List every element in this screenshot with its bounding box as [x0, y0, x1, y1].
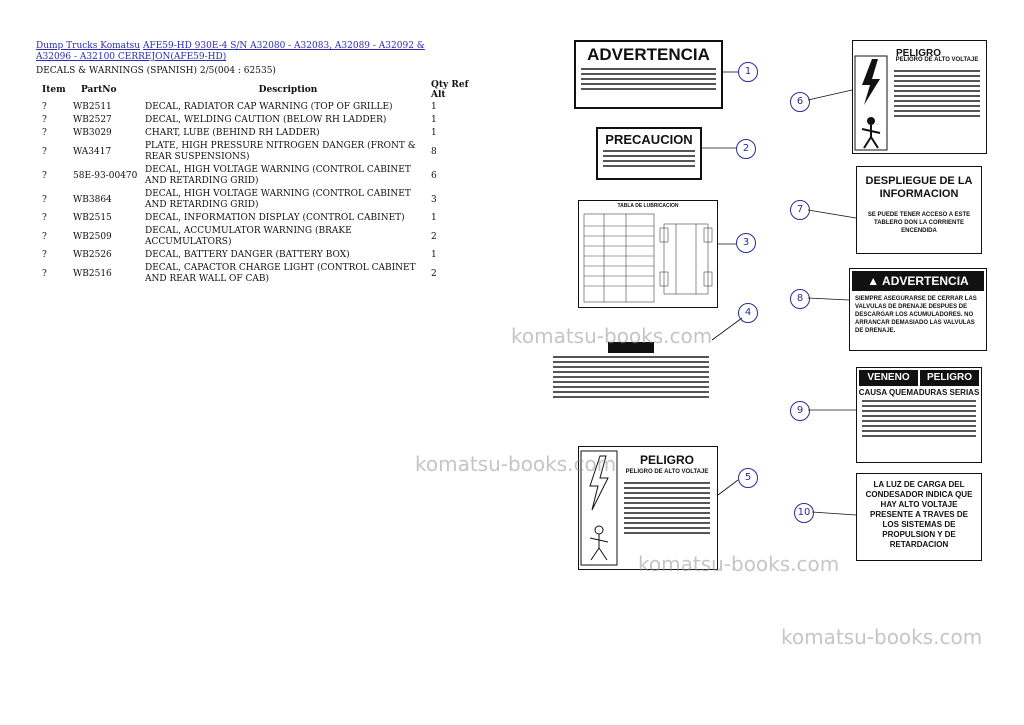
decal-title-veneno: VENENO: [859, 370, 918, 386]
watermark-text: komatsu-books.com: [638, 552, 840, 576]
page-subtitle: DECALS & WARNINGS (SPANISH) 2/5(004 : 62535): [36, 66, 276, 76]
callout-7: 7: [790, 200, 810, 220]
cell-item: ?: [42, 268, 47, 279]
decal-text: SIEMPRE ASEGURARSE DE CERRAR LAS VALVULAS DE DRENAJE DESPUES DE DESCARGAR LOS ACUMULADORES. NO ARRANCAR DEMASIADO LAS VALVULAS DE DRENAJE.: [855, 296, 977, 334]
cell-partno: WB2511: [73, 102, 112, 112]
callout-4: 4: [738, 303, 758, 323]
cell-partno: WB2516: [73, 268, 112, 279]
table-row: [36, 114, 485, 127]
callout-1: 1: [738, 62, 758, 82]
cell-partno: WB3864: [73, 194, 112, 205]
cell-partno: WB2526: [73, 250, 112, 260]
decal-information-display: [856, 166, 982, 254]
cell-qty: 3: [431, 194, 437, 205]
cell-description: DECAL, WELDING CAUTION (BELOW RH LADDER): [145, 115, 387, 125]
cell-qty: 1: [431, 115, 437, 125]
callout-9: 9: [790, 401, 810, 421]
callout-5: 5: [738, 468, 758, 488]
callout-10: 10: [794, 503, 814, 523]
decal-title: DESPLIEGUE DE LA INFORMACION: [865, 175, 973, 200]
col-header-qty: Qty Ref Alt: [431, 80, 469, 100]
cell-item: ?: [42, 213, 47, 223]
cell-qty: 2: [431, 268, 437, 279]
cell-qty: 2: [431, 231, 437, 242]
cell-qty: 6: [431, 170, 437, 181]
decal-text: LA LUZ DE CARGA DEL CONDESADOR INDICA QUE HAY ALTO VOLTAJE PRESENTE A TRAVES DE LOS SISTEMAS DE PROPULSION Y DE RETARDACION: [865, 480, 973, 549]
decal-title: PRECAUCION: [605, 132, 693, 147]
table-row: [36, 101, 485, 114]
cell-qty: 1: [431, 213, 437, 223]
decal-header: [619, 451, 715, 469]
cell-item: ?: [42, 231, 47, 242]
callout-6: 6: [790, 92, 810, 112]
decal-text-lines: [889, 67, 985, 120]
cell-partno: WA3417: [73, 146, 112, 157]
cell-qty: 8: [431, 146, 437, 157]
table-row: [36, 249, 485, 262]
cell-description: CHART, LUBE (BEHIND RH LADDER): [145, 128, 320, 138]
callout-3: 3: [736, 233, 756, 253]
decal-advertencia-accumulator: [849, 268, 987, 351]
cell-description: DECAL, ACCUMULATOR WARNING (BRAKE ACCUMULATORS): [145, 226, 352, 247]
decal-precaucion-welding: [596, 127, 702, 180]
table-row: [36, 225, 485, 249]
cell-description: DECAL, CAPACTOR CHARGE LIGHT (CONTROL CABINET AND REAR WALL OF CAB): [145, 263, 416, 284]
col-header-description: Description: [258, 85, 318, 95]
decal-title-peligro: PELIGRO: [920, 370, 979, 386]
cell-item: ?: [42, 102, 47, 112]
breadcrumb-link-model[interactable]: AFE59-HD 930E-4 S/N A32080 - A32083, A32089 - A32092 & A32096 - A32100 CERREJON(AFE59-HD): [36, 41, 425, 62]
table-header-row: [36, 79, 485, 101]
cell-partno: WB2509: [73, 231, 112, 242]
table-row: [36, 164, 485, 188]
decal-text-lines: [857, 400, 981, 437]
col-header-item: Item: [42, 85, 66, 95]
decal-lube-chart: [578, 200, 718, 308]
cell-description: DECAL, RADIATOR CAP WARNING (TOP OF GRILLE): [145, 102, 393, 112]
lube-chart-graphic: [580, 210, 716, 306]
decal-text-lines: [548, 356, 714, 398]
decal-title: ADVERTENCIA: [882, 274, 969, 288]
decal-title: PELIGRO: [895, 48, 941, 59]
cell-description: PLATE, HIGH PRESSURE NITROGEN DANGER (FRONT & REAR SUSPENSIONS): [145, 141, 416, 162]
cell-description: DECAL, BATTERY DANGER (BATTERY BOX): [145, 250, 350, 260]
breadcrumb: [36, 41, 456, 63]
lightning-hazard-icon: [854, 55, 888, 151]
cell-description: DECAL, HIGH VOLTAGE WARNING (CONTROL CABINET AND RETARDING GRID): [145, 189, 411, 210]
col-header-partno: PartNo: [81, 85, 117, 95]
decal-text: SE PUEDE TENER ACCESO A ESTE TABLERO DON LA CORRIENTE ENCENDIDA: [867, 212, 971, 234]
breadcrumb-link-category[interactable]: Dump Trucks Komatsu: [36, 41, 141, 51]
callout-8: 8: [790, 289, 810, 309]
cell-partno: WB2515: [73, 213, 112, 223]
decal-header: [859, 370, 979, 386]
decal-battery-danger: [856, 367, 982, 463]
decal-peligro-high-voltage-right: [852, 40, 987, 154]
watermark-text: komatsu-books.com: [781, 625, 983, 649]
cell-item: ?: [42, 250, 47, 260]
decal-title: PELIGRO: [639, 453, 694, 467]
cell-qty: 1: [431, 102, 437, 112]
table-row: [36, 212, 485, 225]
decal-nitrogen-danger: [548, 340, 714, 424]
watermark-text: komatsu-books.com: [415, 452, 617, 476]
cell-partno: 58E-93-00470: [73, 170, 138, 181]
table-row: [36, 127, 485, 140]
cell-description: DECAL, INFORMATION DISPLAY (CONTROL CABINET): [145, 213, 405, 223]
decal-title: TABLA DE LUBRICACION: [617, 203, 679, 209]
cell-partno: WB3029: [73, 128, 112, 138]
cell-qty: 1: [431, 250, 437, 260]
table-row: [36, 262, 485, 286]
decal-text-lines: [576, 68, 721, 90]
parts-table: [36, 79, 485, 286]
table-row: [36, 188, 485, 212]
cell-item: ?: [42, 115, 47, 125]
decal-title: ADVERTENCIA: [587, 45, 710, 64]
decal-text-lines: [598, 150, 700, 167]
cell-qty: 1: [431, 128, 437, 138]
cell-item: ?: [42, 146, 47, 157]
cell-item: ?: [42, 194, 47, 205]
cell-partno: WB2527: [73, 115, 112, 125]
cell-item: ?: [42, 128, 47, 138]
callout-2: 2: [736, 139, 756, 159]
decal-subtitle: PELIGRO DE ALTO VOLTAJE: [625, 469, 709, 475]
decal-capacitor-charge: [856, 473, 982, 561]
decal-subtitle: CAUSA QUEMADURAS SERIAS: [858, 388, 980, 397]
decal-text-lines: [619, 479, 715, 537]
watermark-text: komatsu-books.com: [511, 324, 713, 348]
decal-header-bar: [852, 271, 984, 291]
cell-item: ?: [42, 170, 47, 181]
table-row: [36, 140, 485, 164]
decal-advertencia-radiator: [574, 40, 723, 109]
cell-description: DECAL, HIGH VOLTAGE WARNING (CONTROL CABINET AND RETARDING GRID): [145, 165, 411, 186]
decal-subtitle: PELIGRO DE ALTO VOLTAJE: [895, 57, 979, 63]
warning-triangle-icon: ▲: [867, 274, 883, 288]
